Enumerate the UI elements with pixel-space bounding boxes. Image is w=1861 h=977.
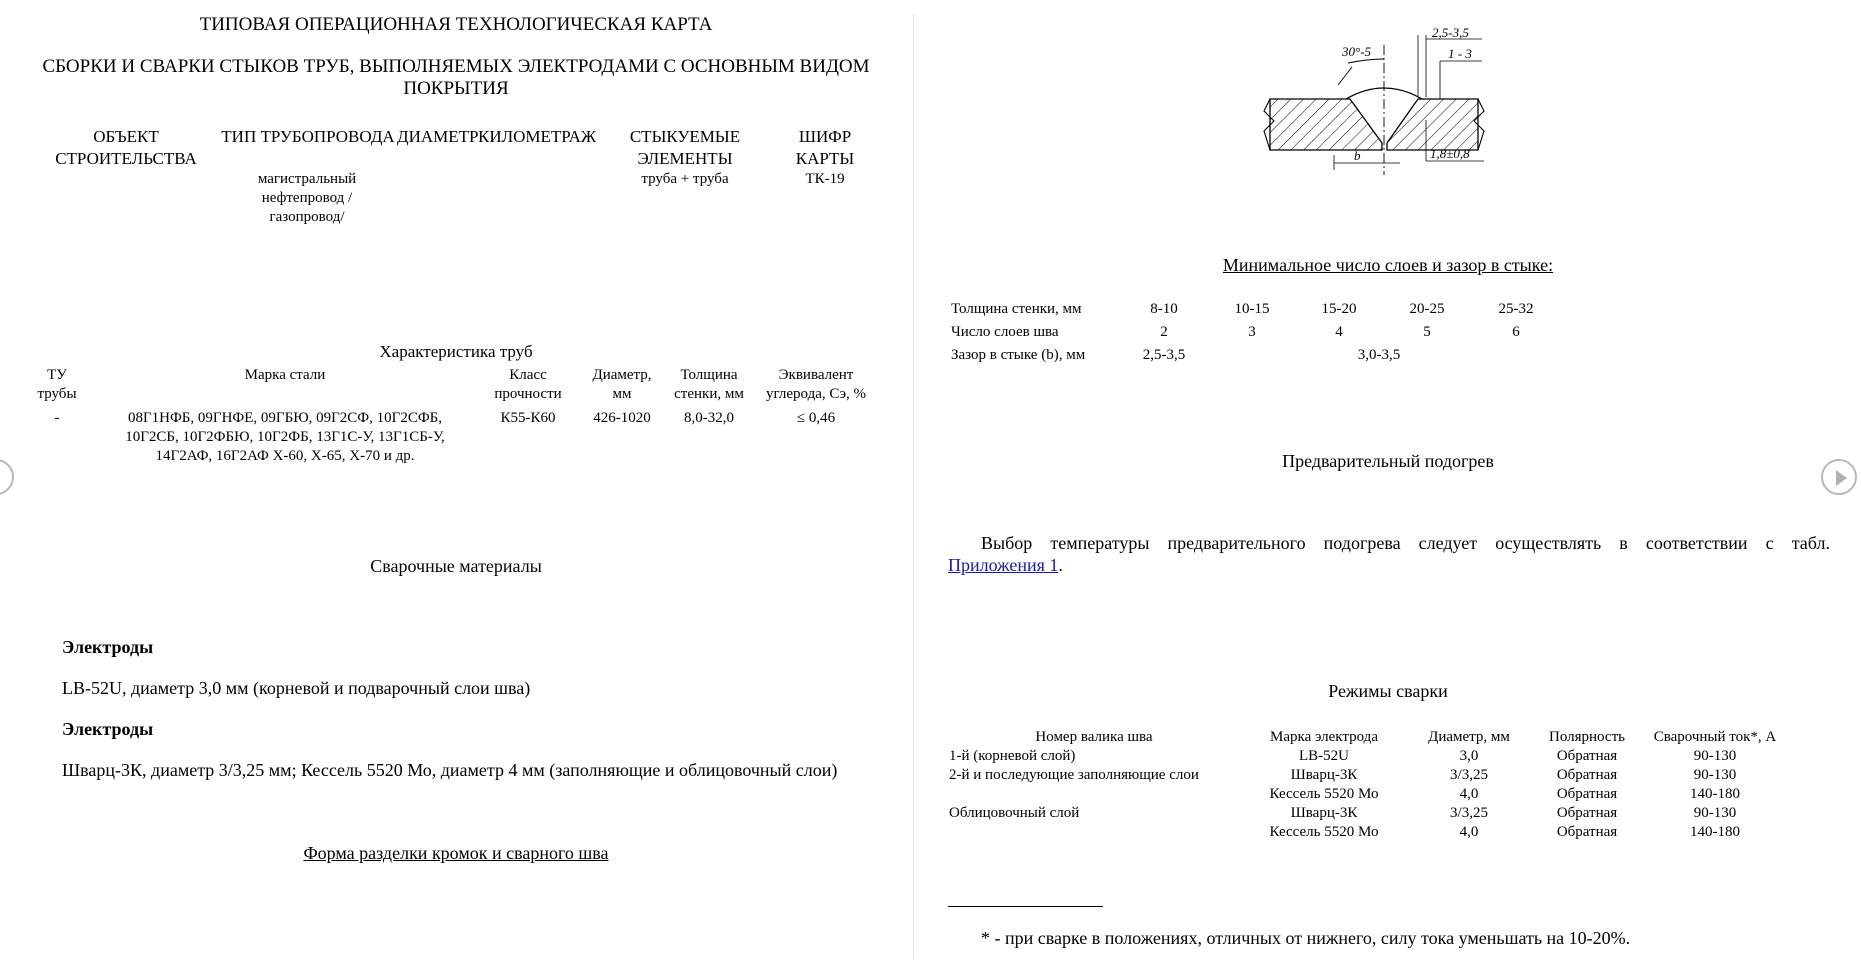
layers-row-thickness-label: Толщина стенки, мм xyxy=(951,301,1082,317)
edge-prep-title: Форма разделки кромок и сварного шва xyxy=(303,843,609,863)
angle-label: 30°-5 xyxy=(1342,44,1372,59)
header-col-elements: СТЫКУЕМЫЕ ЭЛЕМЕНТЫ xyxy=(629,127,741,168)
reinforcement-label: 1 - 3 xyxy=(1448,46,1472,61)
table-row: Кессель 5520 Мо 4,0 Обратная 140-180 xyxy=(1269,824,1740,840)
appendix-1-link[interactable]: Приложения 1 xyxy=(948,555,1059,575)
header-value-pipeline-type: магистральный нефтепровод /газопровод/ xyxy=(257,171,357,225)
preheat-text: Выбор температуры предварительного подогрева следует осуществлять в соответствии с табл. xyxy=(981,533,1830,553)
modes-col-electrode: Марка электрода xyxy=(1270,729,1378,745)
header-value-elements: труба + труба xyxy=(641,171,729,187)
modes-col-diameter: Диаметр, мм xyxy=(1428,729,1510,745)
next-page-button[interactable] xyxy=(1821,459,1857,495)
pipes-value-tu: - xyxy=(54,410,60,426)
table-row: Кессель 5520 Мо 4,0 Обратная 140-180 xyxy=(1269,786,1740,802)
modes-title: Режимы сварки xyxy=(1328,681,1448,701)
header-col-diameter: ДИАМЕТР xyxy=(397,127,479,146)
root-face-label: 1,8±0,8 xyxy=(1430,146,1470,161)
modes-table xyxy=(949,728,1785,842)
table-row: 2-й и последующие заполняющие слои Шварц-3К 3/3,25 Обратная 90-130 xyxy=(949,767,1737,783)
layers-thickness-3: 15-20 xyxy=(1321,301,1357,317)
header-col-mileage: КИЛОМЕТРАЖ xyxy=(478,127,597,146)
layers-thickness-4: 20-25 xyxy=(1409,301,1445,317)
layers-count-3: 4 xyxy=(1335,324,1343,340)
pipes-value-class: К55-К60 xyxy=(500,410,556,426)
pipes-value-thickness: 8,0-32,0 xyxy=(684,410,734,426)
page-divider xyxy=(913,14,914,959)
layers-title: Минимальное число слоев и зазор в стыке: xyxy=(1222,255,1554,275)
doc-title: ТИПОВАЯ ОПЕРАЦИОННАЯ ТЕХНОЛОГИЧЕСКАЯ КАРТА xyxy=(199,14,713,35)
layers-row-count-label: Число слоев шва xyxy=(951,324,1059,340)
table-row: Облицовочный слой Шварц-3К 3/3,25 Обратная 90-130 xyxy=(949,805,1737,821)
layers-count-1: 2 xyxy=(1160,324,1168,340)
header-col-object: ОБЪЕКТ СТРОИТЕЛЬСТВА xyxy=(55,127,197,168)
header-col-code: ШИФР КАРТЫ xyxy=(795,127,855,168)
pipes-value-diameter: 426-1020 xyxy=(593,410,651,426)
doc-subtitle: СБОРКИ И СВАРКИ СТЫКОВ ТРУБ, ВЫПОЛНЯЕМЫХ ЭЛЕКТРОДАМИ С ОСНОВНЫМ ВИДОМ ПОКРЫТИЯ xyxy=(42,56,870,99)
materials-title: Сварочные материалы xyxy=(370,556,542,576)
header-col-pipeline-type: ТИП ТРУБОПРОВОДА xyxy=(221,127,395,146)
pipes-col-tu: ТУ трубы xyxy=(37,367,77,402)
materials-heading-1: Электроды xyxy=(62,637,154,657)
gap-range-label: 2,5-3,5 xyxy=(1432,25,1469,40)
footnote-separator xyxy=(948,906,1103,907)
preheat-link-line: Приложения 1. xyxy=(948,555,1063,575)
modes-col-polarity: Полярность xyxy=(1549,729,1625,745)
table-row: 1-й (корневой слой) LB-52U 3,0 Обратная 90-130 xyxy=(949,748,1737,764)
pipes-title: Характеристика труб xyxy=(379,342,533,361)
layers-count-4: 5 xyxy=(1423,324,1431,340)
materials-heading-2: Электроды xyxy=(62,719,154,739)
left-page xyxy=(0,0,912,977)
pipes-value-steel: 08Г1НФБ, 09ГНФЕ, 09ГБЮ, 09Г2СФ, 10Г2СФБ, 10Г2СБ, 10Г2ФБЮ, 10Г2ФБ, 13Г1С-У, 13Г1СБ-У, 14Г2АФ, 16Г2АФ Х-60, Х-65, Х-70 и др. xyxy=(125,410,445,464)
materials-text-2: Шварц-3К, диаметр 3/3,25 мм; Кессель 5520 Мо, диаметр 4 мм (заполняющие и облицовочный слои) xyxy=(62,760,838,780)
header-value-code: ТК-19 xyxy=(805,171,845,187)
pipes-col-diameter: Диаметр, мм xyxy=(592,367,652,402)
layers-thickness-1: 8-10 xyxy=(1150,301,1178,317)
layers-count-5: 6 xyxy=(1512,324,1520,340)
modes-col-bead: Номер валика шва xyxy=(1035,729,1153,745)
modes-col-current: Сварочный ток*, А xyxy=(1653,729,1777,745)
layers-thickness-5: 25-32 xyxy=(1498,301,1534,317)
footnote: * - при сварке в положениях, отличных от нижнего, силу тока уменьшать на 10-20%. xyxy=(981,928,1631,948)
materials-text-1: LB-52U, диаметр 3,0 мм (корневой и подварочный слои шва) xyxy=(62,678,531,698)
preheat-title: Предварительный подогрев xyxy=(1282,451,1494,471)
layers-count-2: 3 xyxy=(1248,324,1256,340)
weld-joint-drawing xyxy=(1250,25,1520,180)
angle-arc xyxy=(1348,59,1384,63)
layers-row-gap-label: Зазор в стыке (b), мм xyxy=(951,347,1086,363)
pipes-col-thickness: Толщина стенки, мм xyxy=(674,367,744,402)
left-plate xyxy=(1270,99,1382,150)
pipes-col-class: Класс прочности xyxy=(494,367,562,402)
gap-label: b xyxy=(1354,148,1361,163)
pipes-col-steel: Марка стали xyxy=(244,367,326,383)
right-page xyxy=(915,0,1861,977)
right-plate xyxy=(1387,99,1478,150)
play-next-icon xyxy=(1836,470,1847,486)
modes-header-row xyxy=(949,728,1785,747)
layers-thickness-2: 10-15 xyxy=(1234,301,1270,317)
layers-gap-2: 3,0-3,5 xyxy=(1357,347,1401,363)
pipes-value-carbon: ≤ 0,46 xyxy=(796,410,836,426)
pipes-col-carbon: Эквивалент углерода, Сэ, % xyxy=(765,367,866,402)
layers-gap-1: 2,5-3,5 xyxy=(1142,347,1186,363)
